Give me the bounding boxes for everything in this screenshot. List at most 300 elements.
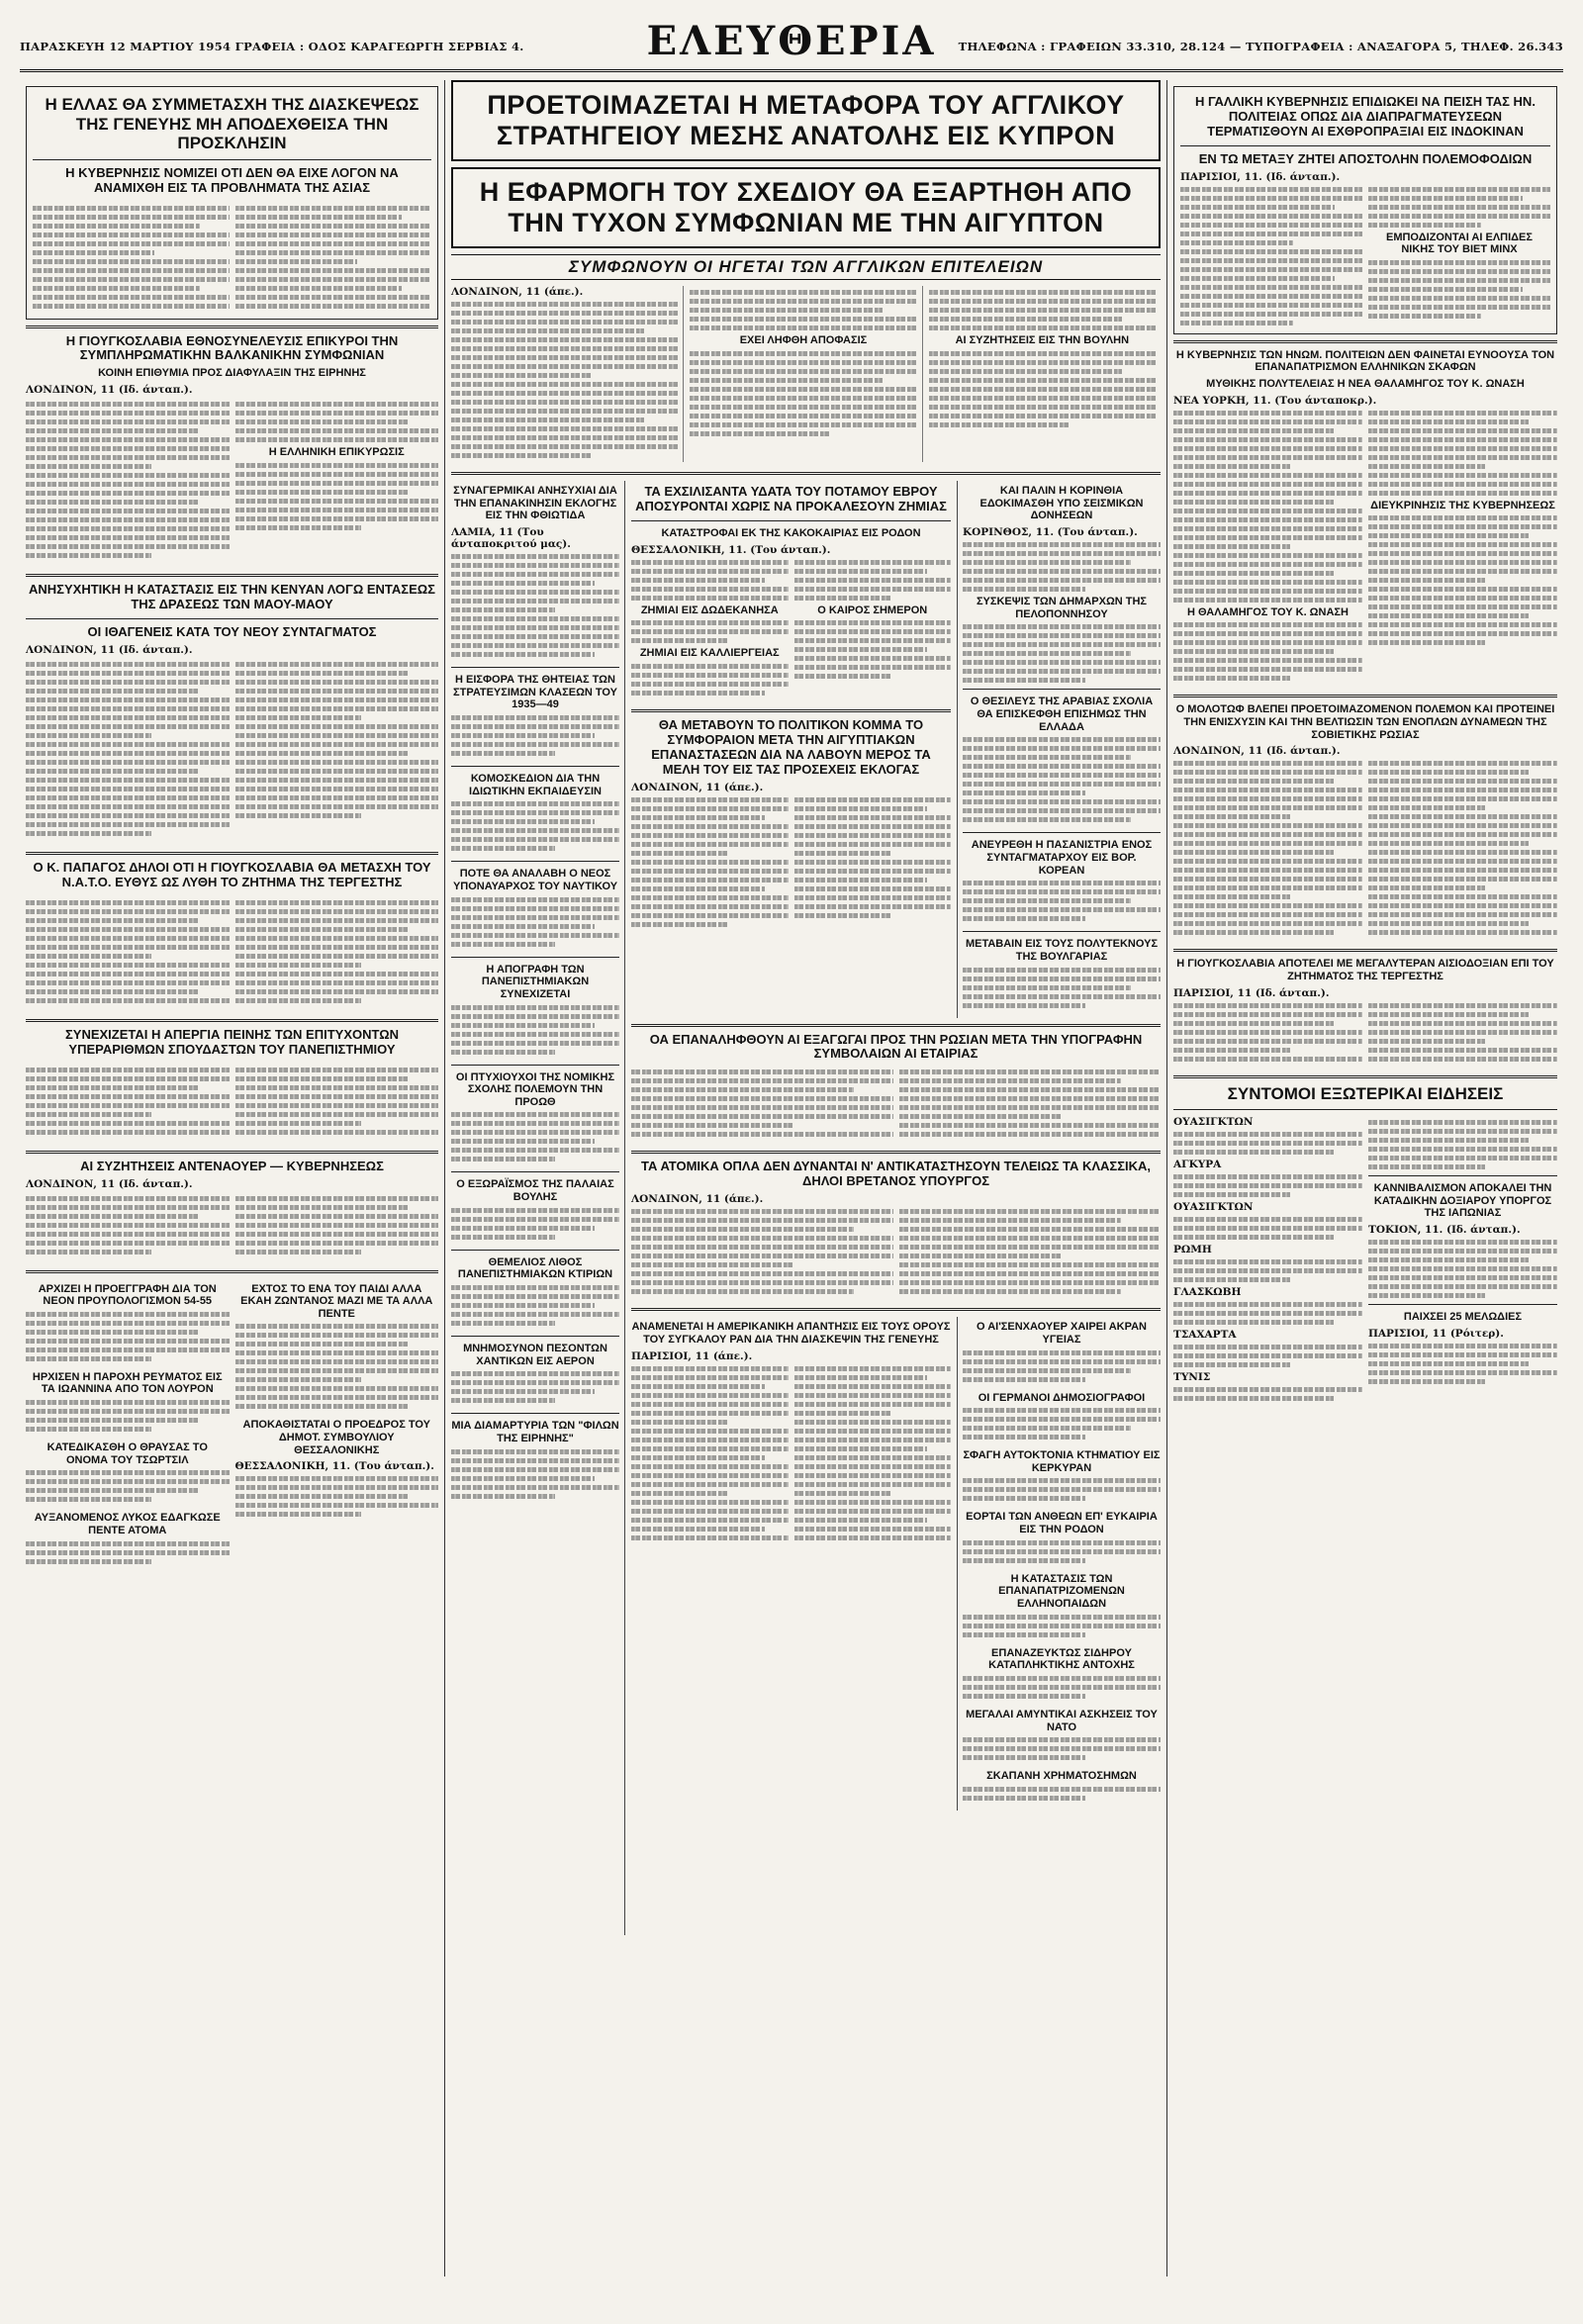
text-line xyxy=(963,1426,1131,1431)
text-line xyxy=(235,1085,439,1090)
brief-iron xyxy=(963,1647,1161,1699)
article-body xyxy=(1180,183,1550,329)
text-line xyxy=(26,1550,230,1555)
text-line xyxy=(963,669,1161,674)
brief-private-education xyxy=(451,773,619,851)
text-line xyxy=(26,831,151,836)
article-foreign-news xyxy=(1173,1075,1557,1406)
center-lower-top xyxy=(631,481,1161,1017)
text-line xyxy=(794,1464,952,1469)
text-line xyxy=(235,733,439,738)
text-line xyxy=(26,1112,151,1117)
brief-old-parliament xyxy=(451,1178,619,1239)
text-line xyxy=(1173,1226,1362,1231)
text-line xyxy=(929,405,1156,410)
text-line xyxy=(1368,859,1557,864)
text-line xyxy=(451,1398,555,1403)
text-line xyxy=(1368,296,1550,301)
article-body xyxy=(26,656,438,842)
text-line xyxy=(794,806,928,811)
text-line xyxy=(1173,832,1362,837)
brief-repatriated-children xyxy=(963,1573,1161,1637)
text-line xyxy=(1173,779,1334,784)
text-line xyxy=(1368,631,1557,636)
text-line xyxy=(794,824,952,829)
text-line xyxy=(26,535,230,540)
text-line xyxy=(1173,1345,1362,1349)
text-line xyxy=(26,972,230,976)
text-line xyxy=(631,629,789,634)
text-line xyxy=(451,742,619,747)
text-line xyxy=(794,1491,891,1496)
dateline: ΡΩΜΗ xyxy=(1173,1244,1212,1256)
text-line xyxy=(963,587,1085,592)
text-line xyxy=(794,620,952,625)
text-line xyxy=(26,963,230,968)
headline: ΜΝΗΜΟΣΥΝΟΝ ΠΕΣΟΝΤΩΝ ΧΑΝΤΙΚΩΝ ΕΙΣ ΑΕΡΟΝ xyxy=(463,1343,607,1367)
text-line xyxy=(26,1094,230,1099)
text-line xyxy=(1173,649,1334,654)
text-line xyxy=(1173,761,1362,766)
text-line xyxy=(929,369,1122,374)
text-line xyxy=(631,1429,789,1434)
text-line xyxy=(451,435,678,440)
brief-ioannina xyxy=(26,1371,230,1432)
brief-journalists xyxy=(963,1392,1161,1441)
text-line xyxy=(1173,500,1334,505)
text-line xyxy=(26,455,230,460)
text-line xyxy=(929,378,1156,383)
text-line xyxy=(26,553,151,558)
text-line xyxy=(451,1050,555,1055)
text-line xyxy=(451,616,619,621)
text-line xyxy=(26,1356,151,1361)
headline: Ο ΜΟΛΟΤΩΦ ΒΛΕΠΕΙ ΠΡΟΕΤΟΙΜΑΖΟΜΕΝΟΝ ΠΟΛΕΜΟΝ ΚΑΙ ΠΡΟΤΕΙΝΕΙ ΤΗΝ ΕΝΙΣΧΥΣΙΝ ΚΑΙ ΤΗΝ ΒΕΛΤΙΩΣΙΝ ΤΩΝ ΕΝΟΠΛΩΝ ΔΥΝΑΜΕΩΝ ΤΗΣ ΣΟΒΙΕΤΙΚΗΣ ΡΩΣΙΑΣ xyxy=(1175,703,1555,741)
text-line xyxy=(929,351,1156,356)
dateline: ΤΣΑΧΑΡΤΑ xyxy=(1173,1329,1237,1342)
text-line xyxy=(451,733,595,738)
text-line xyxy=(235,715,361,720)
text-line xyxy=(451,652,595,657)
text-line xyxy=(963,782,1161,787)
text-line xyxy=(963,633,1161,638)
text-line xyxy=(1368,1021,1557,1026)
text-line xyxy=(26,822,230,827)
text-line xyxy=(794,1402,952,1407)
headline: Ο Κ. ΠΑΠΑΓΟΣ ΔΗΛΟΙ ΟΤΙ Η ΓΙΟΥΓΚΟΣΛΑΒΙΑ ΘΑ ΜΕΤΑΣΧΗ ΤΟΥ Ν.Α.Τ.Ο. ΕΥΘΥΣ ΩΣ ΛΥΘΗ ΤΟ ΖΗΤΗΜΑ ΤΗΣ ΤΕΡΓΕΣΤΗΣ xyxy=(33,859,431,889)
text-line xyxy=(235,1350,439,1355)
text-line xyxy=(963,773,1161,778)
text-line xyxy=(26,1103,230,1108)
text-line xyxy=(26,1541,230,1546)
text-line xyxy=(690,290,916,295)
text-line xyxy=(963,660,1161,665)
text-line xyxy=(899,1271,1162,1276)
text-line xyxy=(899,1087,1162,1092)
text-line xyxy=(1173,437,1362,442)
text-line xyxy=(1173,553,1362,558)
text-line xyxy=(451,1157,555,1162)
text-line xyxy=(451,554,619,559)
text-line xyxy=(451,1458,619,1463)
text-line xyxy=(963,1003,1085,1008)
brief-census xyxy=(451,964,619,1055)
text-line xyxy=(690,387,916,392)
text-line xyxy=(235,1076,409,1081)
text-line xyxy=(235,232,432,237)
text-line xyxy=(1173,1048,1290,1053)
text-line xyxy=(929,308,1156,313)
center-lower-right xyxy=(957,481,1161,1017)
text-line xyxy=(26,509,230,513)
divider xyxy=(963,931,1161,932)
text-line xyxy=(235,1324,439,1329)
text-line xyxy=(235,1476,439,1481)
section-heading: Ο ΚΑΙΡΟΣ ΣΗΜΕΡΟΝ xyxy=(817,604,928,616)
text-line xyxy=(451,426,678,431)
text-line xyxy=(631,578,765,583)
text-line xyxy=(26,402,230,407)
text-line xyxy=(1180,303,1362,308)
center-lower xyxy=(451,481,1161,1935)
text-line xyxy=(26,1130,230,1135)
text-line xyxy=(929,299,1156,304)
text-line xyxy=(1173,631,1362,636)
article-body xyxy=(26,1062,438,1141)
text-line xyxy=(963,551,1161,556)
text-line xyxy=(631,1132,893,1137)
dateline: ΑΓΚΥΡΑ xyxy=(1173,1159,1222,1171)
subheadline: Η ΕΦΑΡΜΟΓΗ ΤΟΥ ΣΧΕΔΙΟΥ ΘΑ ΕΞΑΡΤΗΘΗ ΑΠΟ ΤΗΝ ΤΥΧΟΝ ΣΥΜΦΩΝΙΑΝ ΜΕ ΤΗΝ ΑΙΓΥΠΤΟΝ xyxy=(479,177,1133,238)
text-line xyxy=(1368,788,1557,792)
text-line xyxy=(963,808,1161,813)
text-line xyxy=(1173,562,1362,567)
text-line xyxy=(451,1121,619,1126)
text-line xyxy=(235,1223,439,1228)
text-line xyxy=(1173,1132,1362,1137)
text-line xyxy=(1180,223,1362,228)
text-line xyxy=(451,373,592,378)
text-line xyxy=(26,1400,230,1405)
text-line xyxy=(794,1375,928,1380)
text-line xyxy=(1173,640,1362,645)
text-line xyxy=(451,1380,619,1385)
text-line xyxy=(794,569,928,574)
headline: ΚΑΤΕΔΙΚΑΣΘΗ Ο ΘΡΑΥΣΑΣ ΤΟ ΟΝΟΜΑ ΤΟΥ ΤΣΩΡΤΣΙΛ xyxy=(47,1441,208,1466)
text-line xyxy=(1368,419,1529,424)
text-line xyxy=(451,819,595,824)
text-line xyxy=(631,895,789,900)
text-line xyxy=(1173,850,1334,855)
text-line xyxy=(899,1069,1162,1074)
divider xyxy=(451,472,1161,475)
center-main-lower xyxy=(631,481,1161,1935)
brief-budget xyxy=(26,1283,230,1361)
divider xyxy=(1173,340,1557,343)
headline: ΗΡΧΙΣΕΝ Η ΠΑΡΟΧΗ ΡΕΥΜΑΤΟΣ ΕΙΣ ΤΑ ΙΩΑΝΝΙΝΑ ΑΠΟ ΤΟΝ ΛΟΥΡΟΝ xyxy=(32,1370,223,1396)
text-line xyxy=(26,411,230,416)
text-line xyxy=(1368,551,1557,556)
divider xyxy=(26,1019,438,1022)
text-line xyxy=(963,1417,1161,1422)
text-line xyxy=(794,878,928,883)
text-line xyxy=(26,517,230,522)
text-line xyxy=(631,1393,789,1398)
text-line xyxy=(1368,761,1557,766)
article-body xyxy=(631,793,951,931)
center-brief-stack xyxy=(451,481,625,1935)
text-line xyxy=(1368,569,1557,574)
text-line xyxy=(929,290,1156,295)
text-line xyxy=(1368,578,1485,583)
text-line xyxy=(33,206,230,211)
text-line xyxy=(451,382,678,387)
divider xyxy=(1173,695,1557,697)
text-line xyxy=(690,422,916,427)
text-line xyxy=(26,500,199,505)
text-line xyxy=(1173,930,1334,935)
text-line xyxy=(26,526,230,531)
text-line xyxy=(1173,1057,1362,1062)
headline: ΑΝΗΣΥΧΗΤΙΚΗ Η ΚΑΤΑΣΤΑΣΙΣ ΕΙΣ ΤΗΝ ΚΕΝΥΑΝ ΛΟΓΩ ΕΝΤΑΣΕΩΣ ΤΗΣ ΔΡΑΣΕΩΣ ΤΩΝ ΜΑΟΥ-ΜΑΟΥ xyxy=(29,582,435,611)
subheadline: ΟΙ ΙΘΑΓΕΝΕΙΣ ΚΑΤΑ ΤΟΥ ΝΕΟΥ ΣΥΝΤΑΓΜΑΤΟΣ xyxy=(87,623,377,639)
dateline: ΛΟΝΔΙΝΟΝ, 11 (άπε.). xyxy=(631,1193,764,1206)
brief-vice-admiral xyxy=(451,868,619,946)
article-body xyxy=(631,556,951,699)
text-line xyxy=(26,1418,199,1423)
text-line xyxy=(1173,921,1362,926)
text-line xyxy=(631,1245,893,1250)
text-line xyxy=(235,1205,409,1210)
text-line xyxy=(26,1321,230,1326)
article-body xyxy=(33,200,431,315)
center-lower-bottom-right xyxy=(957,1317,1161,1811)
text-line xyxy=(235,1377,361,1382)
text-line xyxy=(235,1196,439,1201)
text-line xyxy=(1368,921,1529,926)
text-line xyxy=(631,1446,789,1451)
text-line xyxy=(26,1085,199,1090)
headline: ΑΝΑΜΕΝΕΤΑΙ Η ΑΜΕΡΙΚΑΝΙΚΗ ΑΠΑΝΤΗΣΙΣ ΕΙΣ ΤΟΥΣ ΟΡΟΥΣ ΤΟΥ ΣΥΓΚΑΛΟΥ ΡΑΝ ΔΙΑ ΤΗΝ ΔΙΑΣΚΕΨΙΝ ΤΗΣ ΓΕΝΕΥΗΣ xyxy=(631,1321,951,1346)
brief-corfu xyxy=(963,1449,1161,1501)
text-line xyxy=(1368,428,1557,433)
text-line xyxy=(235,963,361,968)
text-line xyxy=(26,733,151,738)
text-line xyxy=(1368,196,1523,201)
headline: Η ΕΛΛΑΣ ΘΑ ΣΥΜΜΕΤΑΣΧΗ ΤΗΣ ΔΙΑΣΚΕΨΕΩΣ ΤΗΣ ΓΕΝΕΥΗΣ ΜΗ ΑΠΟΔΕΧΘΕΙΣΑ ΤΗΝ ΠΡΟΣΚΛΗΣΙΝ xyxy=(45,95,419,153)
text-line xyxy=(631,833,789,838)
headline: ΕΧΤΟΣ ΤΟ ΕΝΑ ΤΟΥ ΠΑΙΔΙ ΑΛΛΑ ΕΚΑΗ ΖΩΝΤΑΝΟΣ ΜΑΖΙ ΜΕ ΤΑ ΑΛΛΑ ΠΕΝΤΕ xyxy=(240,1282,433,1320)
text-line xyxy=(631,1366,789,1371)
text-line xyxy=(631,1227,854,1232)
text-line xyxy=(963,1359,1161,1364)
text-line xyxy=(794,560,952,565)
dateline: ΟΥΑΣΙΓΚΤΩΝ xyxy=(1173,1116,1254,1129)
text-line xyxy=(26,927,230,932)
text-line xyxy=(1368,1344,1557,1348)
text-line xyxy=(631,1105,893,1110)
headline: ΣΥΝΤΟΜΟΙ ΕΞΩΤΕΡΙΚΑΙ ΕΙΔΗΣΕΙΣ xyxy=(1227,1083,1504,1103)
text-line xyxy=(451,634,619,639)
text-line xyxy=(235,1512,361,1517)
text-line xyxy=(451,828,619,833)
text-line xyxy=(1368,796,1557,801)
text-line xyxy=(1180,267,1362,272)
text-line xyxy=(33,304,230,309)
brief-thessaloniki-council xyxy=(235,1419,439,1517)
text-line xyxy=(631,1491,728,1496)
text-line xyxy=(1173,841,1362,846)
text-line xyxy=(631,620,789,625)
text-line xyxy=(451,1023,595,1028)
text-line xyxy=(899,1254,1062,1258)
text-line xyxy=(26,419,230,424)
text-line xyxy=(235,1214,439,1219)
divider xyxy=(451,957,619,958)
text-line xyxy=(235,1094,439,1099)
text-line xyxy=(631,1527,765,1532)
dateline: ΘΕΣΣΑΛΟΝΙΚΗ, 11. (Του άνταπ.). xyxy=(234,1460,434,1473)
divider xyxy=(631,520,951,521)
text-line xyxy=(235,918,439,923)
text-line xyxy=(235,1494,409,1499)
text-line xyxy=(1173,868,1362,873)
text-line xyxy=(690,378,883,383)
text-line xyxy=(963,1632,1085,1637)
text-line xyxy=(1368,832,1557,837)
text-line xyxy=(1180,276,1335,281)
text-line xyxy=(1368,305,1550,310)
text-line xyxy=(631,1069,893,1074)
text-line xyxy=(235,1359,439,1364)
text-line xyxy=(794,674,891,679)
article-cyprus-hq xyxy=(451,80,1161,462)
text-line xyxy=(451,715,619,720)
divider xyxy=(1173,1109,1557,1110)
text-line xyxy=(1173,912,1362,917)
text-line xyxy=(794,1366,952,1371)
section-heading: ΖΗΜΙΑΙ ΕΙΣ ΚΑΛΛΙΕΡΓΕΙΑΣ xyxy=(639,647,780,660)
text-line xyxy=(631,638,728,643)
text-line xyxy=(451,1294,619,1299)
text-line xyxy=(26,697,230,702)
divider xyxy=(451,861,619,862)
text-line xyxy=(794,869,952,874)
text-line xyxy=(451,643,619,648)
dateline: ΓΛΑΣΚΩΒΗ xyxy=(1173,1286,1242,1299)
text-line xyxy=(26,1068,230,1072)
text-line xyxy=(451,337,678,342)
text-line xyxy=(963,1487,1161,1492)
text-line xyxy=(451,897,619,902)
text-line xyxy=(451,751,555,756)
dateline: ΠΑΡΙΣΙΟΙ, 11 (Ρόιτερ). xyxy=(1368,1327,1504,1340)
text-line xyxy=(26,760,230,765)
text-line xyxy=(235,954,439,959)
masthead xyxy=(20,18,1563,72)
text-line xyxy=(1173,455,1362,460)
text-line xyxy=(1368,205,1550,210)
text-line xyxy=(929,317,1122,322)
text-line xyxy=(1173,859,1362,864)
text-line xyxy=(451,1494,555,1499)
headline: ΑΙ ΣΥΖΗΤΗΣΕΙΣ ΑΝΤΕΝΑΟΥΕΡ — ΚΥΒΕΡΝΗΣΕΩΣ xyxy=(80,1158,384,1173)
text-line xyxy=(963,1540,1161,1545)
text-line xyxy=(1173,1012,1362,1017)
headline: ΑΡΧΙΖΕΙ Η ΠΡΟΕΓΓΡΑΦΗ ΔΙΑ ΤΟΝ ΝΕΟΝ ΠΡΟΥΠΟΛΟΓΙΣΜΟΝ 54-55 xyxy=(38,1282,217,1308)
text-line xyxy=(899,1132,1162,1137)
text-line xyxy=(963,1408,1161,1413)
text-line xyxy=(235,1368,439,1373)
dateline: ΛΟΝΔΙΝΟΝ, 11 (άπε.). xyxy=(451,286,584,299)
text-line xyxy=(451,801,619,806)
text-line xyxy=(235,277,432,282)
text-line xyxy=(1368,1379,1485,1384)
text-line xyxy=(963,898,1131,903)
text-line xyxy=(26,751,230,756)
text-line xyxy=(451,1449,619,1454)
text-line xyxy=(963,1737,1161,1742)
headline: ΕΠΑΝΑΖΕΥΚΤΩΣ ΣΙΔΗΡΟΥ ΚΑΤΑΠΛΗΚΤΙΚΗΣ ΑΝΤΟΧΗΣ xyxy=(988,1646,1135,1672)
divider xyxy=(963,832,1161,833)
text-line xyxy=(631,1078,893,1083)
text-line xyxy=(631,878,789,883)
text-line xyxy=(794,1473,952,1478)
text-line xyxy=(451,453,592,458)
text-line xyxy=(631,1384,765,1389)
text-line xyxy=(451,625,619,630)
headline: ΕΟΡΤΑΙ ΤΩΝ ΑΝΘΕΩΝ ΕΠ' ΕΥΚΑΙΡΙΑ ΕΙΣ ΤΗΝ ΡΟΔΟΝ xyxy=(966,1511,1158,1536)
text-line xyxy=(1173,1150,1334,1155)
divider xyxy=(33,159,431,160)
article-indochina xyxy=(1173,86,1557,334)
text-line xyxy=(631,922,728,927)
text-line xyxy=(235,900,439,905)
text-line xyxy=(1173,1141,1362,1146)
text-line xyxy=(1368,524,1557,529)
text-line xyxy=(26,706,230,711)
text-line xyxy=(26,1223,230,1228)
text-line xyxy=(235,402,439,407)
divider xyxy=(451,1336,619,1337)
text-line xyxy=(1368,1361,1529,1366)
text-line xyxy=(963,881,1161,885)
text-line xyxy=(929,325,1156,330)
text-line xyxy=(1173,517,1362,522)
text-line xyxy=(451,346,678,351)
text-line xyxy=(899,1262,1162,1267)
text-line xyxy=(26,446,230,451)
text-line xyxy=(235,224,432,229)
text-line xyxy=(1368,287,1523,292)
text-line xyxy=(235,1342,409,1347)
article-onassis xyxy=(1173,340,1557,686)
text-line xyxy=(26,909,230,914)
text-line xyxy=(235,1404,409,1409)
text-line xyxy=(235,1112,439,1117)
text-line xyxy=(690,360,916,365)
text-line xyxy=(235,437,439,442)
text-line xyxy=(963,1694,1085,1699)
text-line xyxy=(33,286,200,291)
text-line xyxy=(26,689,199,694)
text-line xyxy=(451,1032,619,1037)
text-line xyxy=(1368,214,1550,219)
text-line xyxy=(963,907,1161,912)
text-line xyxy=(1368,1030,1557,1035)
text-line xyxy=(899,1105,1162,1110)
text-line xyxy=(235,428,439,433)
